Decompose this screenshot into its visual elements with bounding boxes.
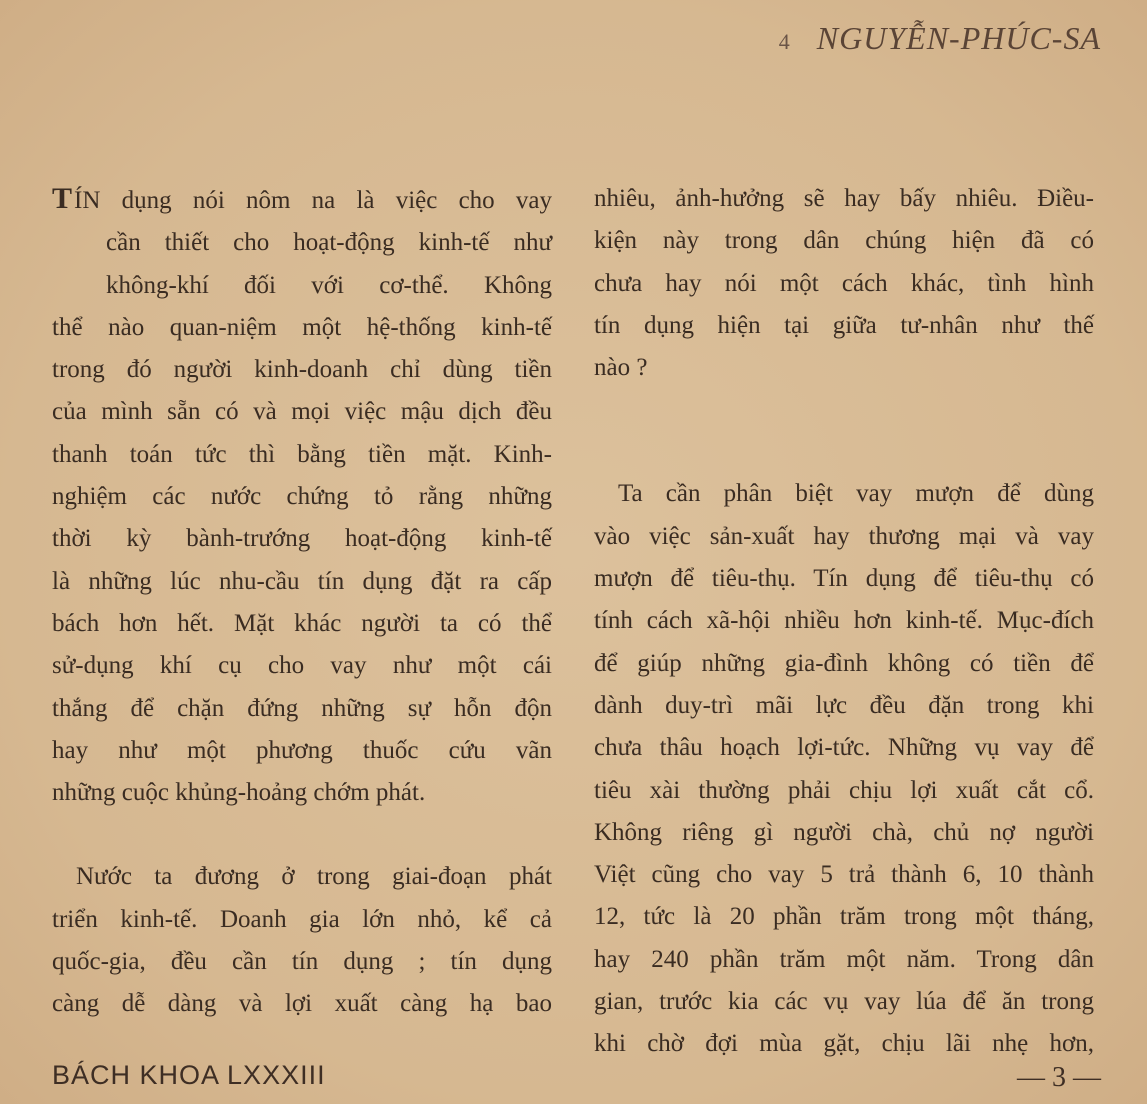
right-column: [594, 178, 1094, 1066]
text-line: 12, tức là 20 phần trăm trong một tháng,: [594, 903, 1094, 931]
magazine-title: BÁCH KHOA LXXXIII: [52, 1060, 326, 1090]
text-line: của mình sẵn có và mọi việc mậu dịch đều: [52, 398, 552, 426]
text-line: tính cách xã-hội nhiều hơn kinh-tế. Mục-đích: [594, 607, 1094, 635]
text-line: càng dễ dàng và lợi xuất càng hạ bao: [52, 990, 552, 1018]
text-line: tiêu xài thường phải chịu lợi xuất cắt cổ.: [594, 776, 1094, 804]
text-line: Nước ta đương ở trong giai-đoạn phát: [76, 863, 552, 891]
page-header: [779, 20, 1101, 57]
text-line: bách hơn hết. Mặt khác người ta có thể: [52, 609, 552, 637]
text-line: tín dụng hiện tại giữa tư-nhân như thế: [594, 311, 1094, 339]
text-line: dành duy-trì mãi lực đều đặn trong khi: [594, 691, 1094, 719]
text-line: mượn để tiêu-thụ. Tín dụng để tiêu-thụ có: [594, 565, 1094, 593]
text-line: là những lúc nhu-cầu tín dụng đặt ra cấp: [52, 567, 552, 595]
text-line: hay như một phương thuốc cứu vãn: [52, 736, 552, 764]
drop-cap: T: [52, 182, 73, 215]
paragraph: [594, 178, 1094, 389]
text-line: Ta cần phân biệt vay mượn để dùng: [618, 480, 1094, 508]
header-mark: 4: [778, 29, 791, 54]
text-line: những cuộc khủng-hoảng chớm phát.: [52, 779, 426, 807]
text-line: kiện này trong dân chúng hiện đã có: [594, 227, 1094, 255]
text-line: triển kinh-tế. Doanh gia lớn nhỏ, kể cả: [52, 905, 552, 933]
text-line: chưa thâu hoạch lợi-tức. Những vụ vay để: [594, 734, 1094, 762]
text-line: không-khí đối với cơ-thể. Không: [106, 271, 552, 299]
text-line: Không riêng gì người chà, chủ nợ người: [594, 818, 1094, 846]
text-line: thời kỳ bành-trướng hoạt-động kinh-tế: [52, 525, 552, 553]
text-line: gian, trước kia các vụ vay lúa để ăn trong: [594, 988, 1094, 1016]
author-name: NGUYỄN-PHÚC-SA: [816, 20, 1101, 56]
text-line: chưa hay nói một cách khác, tình hình: [594, 269, 1094, 297]
text-line: để giúp những gia-đình không có tiền để: [594, 649, 1094, 677]
page-number: — 3 —: [1017, 1062, 1101, 1093]
text-line: hay 240 phần trăm một năm. Trong dân: [594, 945, 1094, 973]
text-line: thanh toán tức thì bằng tiền mặt. Kinh-: [52, 440, 552, 468]
text-line: thắng để chặn đứng những sự hỗn độn: [52, 694, 552, 722]
text-line: nghiệm các nước chứng tỏ rằng những: [52, 483, 552, 511]
left-column: [52, 178, 552, 1026]
text-line: TÍN dụng nói nôm na là việc cho vay: [52, 182, 552, 215]
text-line: thể nào quan-niệm một hệ-thống kinh-tế: [52, 313, 552, 341]
text-line: khi chờ đợi mùa gặt, chịu lãi nhẹ hơn,: [594, 1030, 1094, 1058]
text-line: sử-dụng khí cụ cho vay như một cái: [52, 652, 552, 680]
text-line: Việt cũng cho vay 5 trả thành 6, 10 thành: [594, 861, 1094, 889]
text-line: vào việc sản-xuất hay thương mại và vay: [594, 522, 1094, 550]
paragraph: [52, 178, 552, 814]
text-line: trong đó người kinh-doanh chỉ dùng tiền: [52, 356, 552, 384]
text-line: nào ?: [594, 354, 648, 382]
text-line: nhiêu, ảnh-hưởng sẽ hay bấy nhiêu. Điều-: [594, 185, 1094, 212]
text-line: quốc-gia, đều cần tín dụng ; tín dụng: [52, 948, 552, 976]
paragraph: [52, 856, 552, 1025]
paragraph: [594, 473, 1094, 1065]
text-line: cần thiết cho hoạt-động kinh-tế như: [106, 229, 552, 257]
